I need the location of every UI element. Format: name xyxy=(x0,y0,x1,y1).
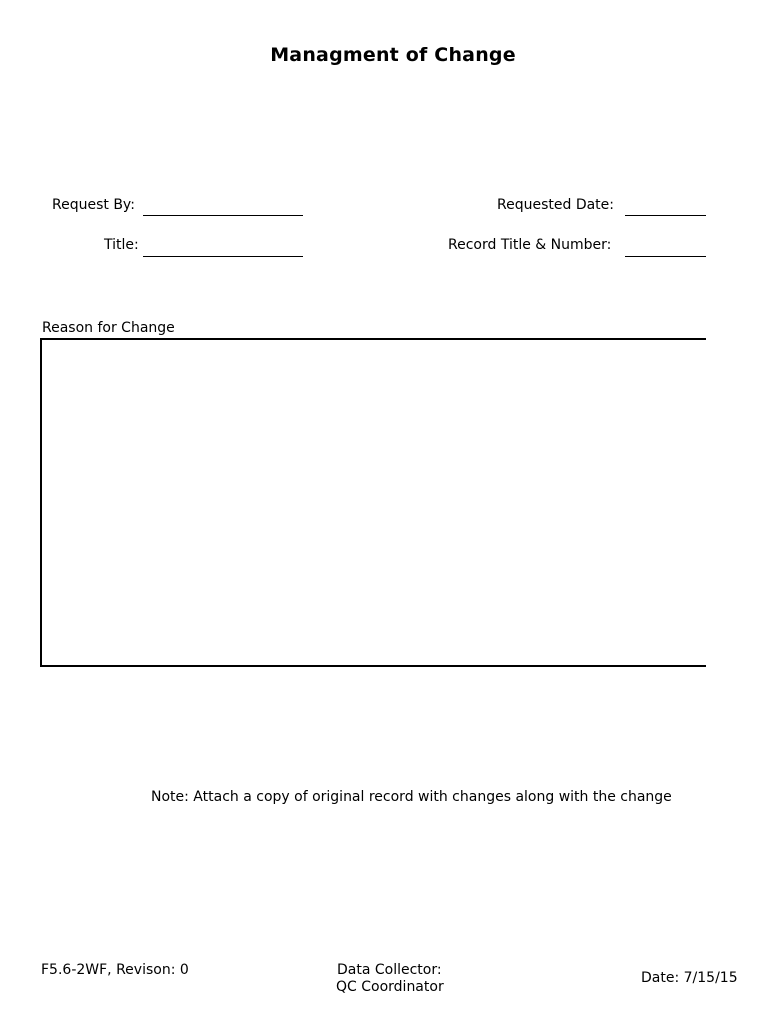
data-collector-role: QC Coordinator xyxy=(336,979,444,995)
record-title-number-line[interactable] xyxy=(625,256,706,257)
document-title: Managment of Change xyxy=(270,44,516,66)
reason-label: Reason for Change xyxy=(42,320,175,336)
form-id: F5.6-2WF, Revison: 0 xyxy=(41,962,189,978)
note-text: Note: Attach a copy of original record with changes along with the change xyxy=(151,789,672,805)
reason-box[interactable] xyxy=(40,338,706,667)
data-collector-label: Data Collector: xyxy=(337,962,442,978)
request-by-label: Request By: xyxy=(52,197,135,213)
requested-date-label: Requested Date: xyxy=(497,197,614,213)
title-label: Title: xyxy=(104,237,139,253)
request-by-line[interactable] xyxy=(143,215,303,216)
requested-date-line[interactable] xyxy=(625,215,706,216)
footer-date: Date: 7/15/15 xyxy=(641,970,738,986)
record-title-number-label: Record Title & Number: xyxy=(448,237,612,253)
title-line[interactable] xyxy=(143,256,303,257)
